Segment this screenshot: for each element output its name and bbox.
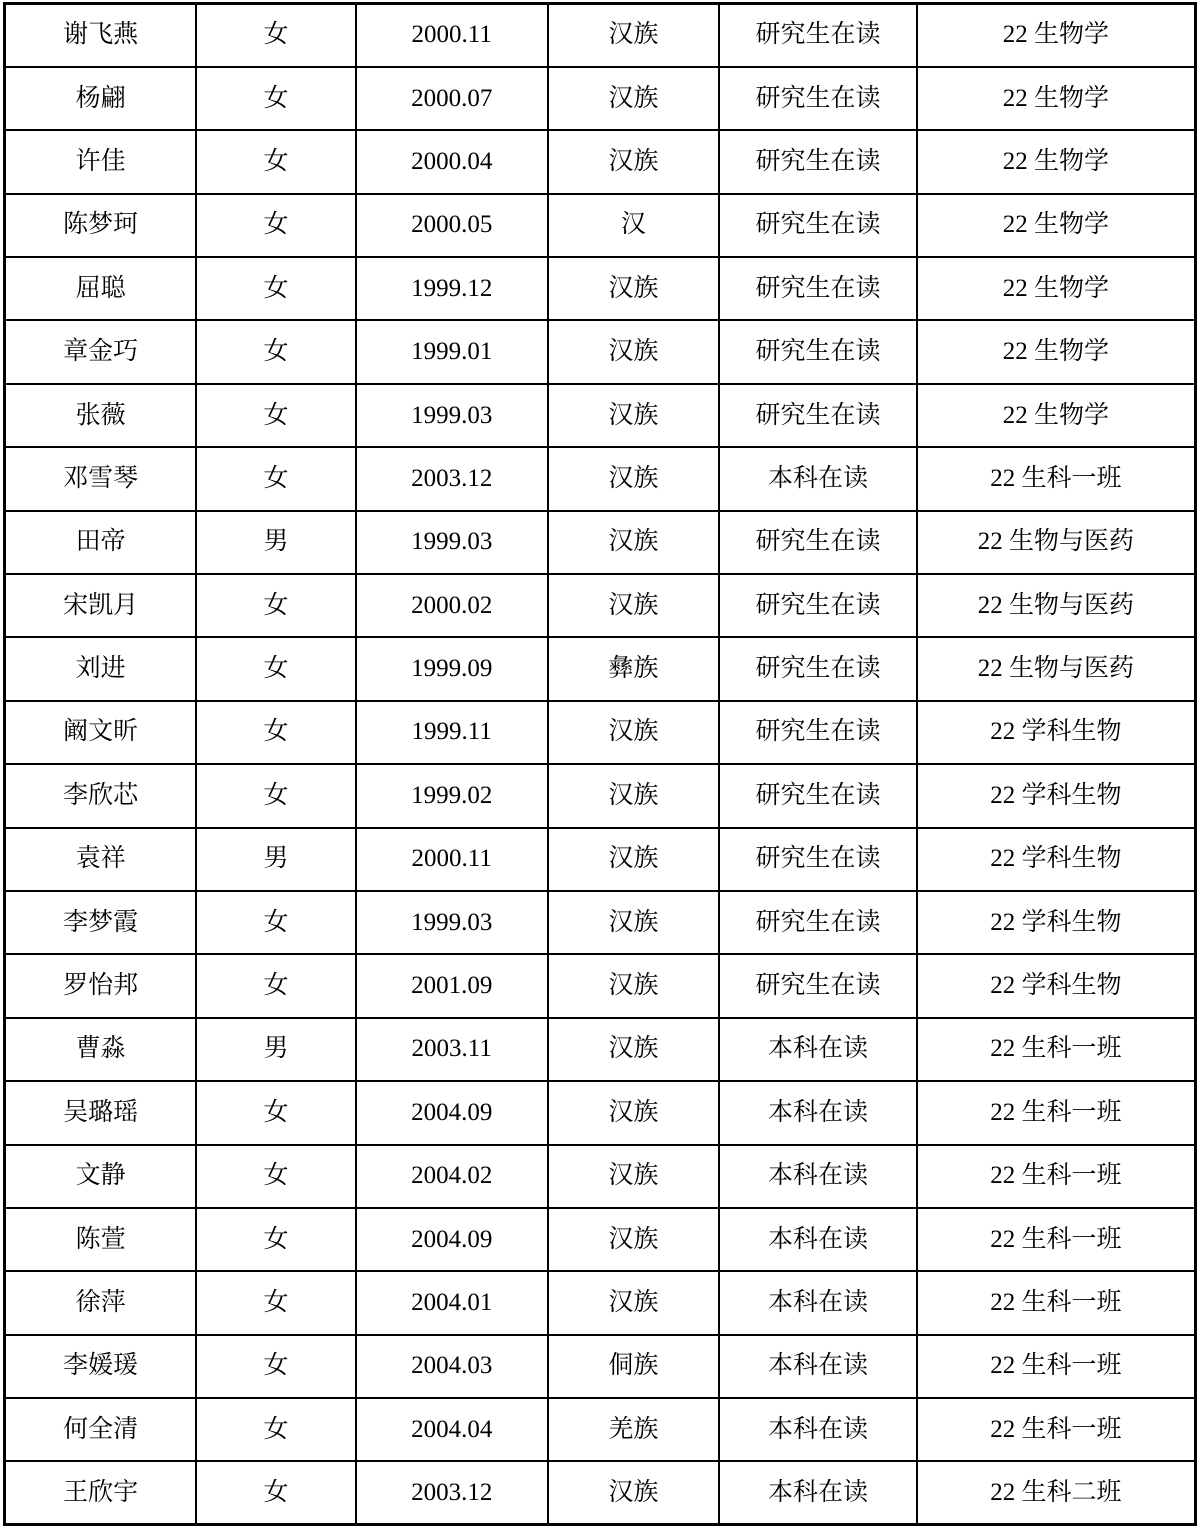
table-row bbox=[5, 384, 1196, 447]
cell-gender: 女 bbox=[196, 1335, 356, 1398]
cell-name: 谢飞燕 bbox=[5, 4, 197, 67]
cell-gender: 女 bbox=[196, 320, 356, 383]
cell-enrollment-status: 本科在读 bbox=[719, 1398, 917, 1461]
cell-name: 罗怡邦 bbox=[5, 954, 197, 1017]
table-row bbox=[5, 1081, 1196, 1144]
cell-ethnicity: 汉族 bbox=[548, 4, 720, 67]
cell-birth-date: 1999.09 bbox=[356, 637, 548, 700]
cell-enrollment-status: 研究生在读 bbox=[719, 257, 917, 320]
cell-ethnicity: 汉族 bbox=[548, 954, 720, 1017]
cell-class: 22 生科一班 bbox=[917, 1081, 1196, 1144]
cell-ethnicity: 汉族 bbox=[548, 1081, 720, 1144]
cell-birth-date: 2004.09 bbox=[356, 1081, 548, 1144]
cell-class: 22 生科一班 bbox=[917, 1145, 1196, 1208]
cell-gender: 女 bbox=[196, 637, 356, 700]
cell-name: 张薇 bbox=[5, 384, 197, 447]
cell-ethnicity: 汉族 bbox=[548, 67, 720, 130]
cell-birth-date: 2004.02 bbox=[356, 1145, 548, 1208]
cell-gender: 女 bbox=[196, 384, 356, 447]
cell-class: 22 生物与医药 bbox=[917, 574, 1196, 637]
cell-name: 曹淼 bbox=[5, 1018, 197, 1081]
table-row bbox=[5, 828, 1196, 891]
cell-ethnicity: 汉族 bbox=[548, 1145, 720, 1208]
cell-birth-date: 1999.12 bbox=[356, 257, 548, 320]
cell-birth-date: 2000.11 bbox=[356, 4, 548, 67]
cell-enrollment-status: 研究生在读 bbox=[719, 574, 917, 637]
cell-birth-date: 2003.11 bbox=[356, 1018, 548, 1081]
cell-birth-date: 2004.04 bbox=[356, 1398, 548, 1461]
cell-ethnicity: 汉族 bbox=[548, 764, 720, 827]
cell-class: 22 生科一班 bbox=[917, 1208, 1196, 1271]
cell-enrollment-status: 研究生在读 bbox=[719, 194, 917, 257]
cell-ethnicity: 汉族 bbox=[548, 447, 720, 510]
cell-ethnicity: 汉族 bbox=[548, 1461, 720, 1524]
cell-birth-date: 1999.03 bbox=[356, 511, 548, 574]
cell-gender: 女 bbox=[196, 764, 356, 827]
cell-enrollment-status: 研究生在读 bbox=[719, 891, 917, 954]
cell-class: 22 生物学 bbox=[917, 257, 1196, 320]
cell-birth-date: 2000.07 bbox=[356, 67, 548, 130]
cell-class: 22 学科生物 bbox=[917, 764, 1196, 827]
cell-birth-date: 1999.01 bbox=[356, 320, 548, 383]
cell-birth-date: 1999.03 bbox=[356, 891, 548, 954]
cell-enrollment-status: 研究生在读 bbox=[719, 67, 917, 130]
cell-gender: 女 bbox=[196, 67, 356, 130]
cell-birth-date: 2000.02 bbox=[356, 574, 548, 637]
table-row bbox=[5, 511, 1196, 574]
table-row bbox=[5, 764, 1196, 827]
cell-enrollment-status: 研究生在读 bbox=[719, 384, 917, 447]
cell-enrollment-status: 本科在读 bbox=[719, 1018, 917, 1081]
cell-class: 22 生物与医药 bbox=[917, 511, 1196, 574]
cell-name: 陈萱 bbox=[5, 1208, 197, 1271]
cell-gender: 男 bbox=[196, 511, 356, 574]
table-row bbox=[5, 891, 1196, 954]
cell-name: 文静 bbox=[5, 1145, 197, 1208]
cell-enrollment-status: 本科在读 bbox=[719, 1335, 917, 1398]
cell-gender: 女 bbox=[196, 1461, 356, 1524]
cell-gender: 女 bbox=[196, 1398, 356, 1461]
cell-enrollment-status: 本科在读 bbox=[719, 1208, 917, 1271]
cell-class: 22 生科一班 bbox=[917, 447, 1196, 510]
table-row bbox=[5, 574, 1196, 637]
cell-ethnicity: 汉族 bbox=[548, 130, 720, 193]
cell-name: 李欣芯 bbox=[5, 764, 197, 827]
cell-gender: 女 bbox=[196, 1145, 356, 1208]
student-roster-table bbox=[3, 2, 1197, 1526]
cell-name: 田帝 bbox=[5, 511, 197, 574]
cell-gender: 女 bbox=[196, 891, 356, 954]
cell-enrollment-status: 研究生在读 bbox=[719, 637, 917, 700]
cell-enrollment-status: 研究生在读 bbox=[719, 954, 917, 1017]
cell-class: 22 生科一班 bbox=[917, 1018, 1196, 1081]
cell-ethnicity: 彝族 bbox=[548, 637, 720, 700]
cell-enrollment-status: 研究生在读 bbox=[719, 764, 917, 827]
cell-class: 22 生科一班 bbox=[917, 1398, 1196, 1461]
cell-birth-date: 1999.11 bbox=[356, 701, 548, 764]
table-row bbox=[5, 257, 1196, 320]
cell-name: 李媛瑗 bbox=[5, 1335, 197, 1398]
cell-birth-date: 2000.05 bbox=[356, 194, 548, 257]
cell-name: 陈梦珂 bbox=[5, 194, 197, 257]
cell-ethnicity: 侗族 bbox=[548, 1335, 720, 1398]
cell-ethnicity: 汉族 bbox=[548, 320, 720, 383]
cell-enrollment-status: 本科在读 bbox=[719, 1145, 917, 1208]
cell-birth-date: 2004.09 bbox=[356, 1208, 548, 1271]
cell-name: 宋凯月 bbox=[5, 574, 197, 637]
table-row bbox=[5, 320, 1196, 383]
cell-gender: 女 bbox=[196, 574, 356, 637]
cell-name: 李梦霞 bbox=[5, 891, 197, 954]
table-row bbox=[5, 67, 1196, 130]
cell-class: 22 生物与医药 bbox=[917, 637, 1196, 700]
cell-birth-date: 2001.09 bbox=[356, 954, 548, 1017]
table-row bbox=[5, 447, 1196, 510]
cell-birth-date: 2004.03 bbox=[356, 1335, 548, 1398]
cell-enrollment-status: 研究生在读 bbox=[719, 320, 917, 383]
cell-ethnicity: 汉族 bbox=[548, 384, 720, 447]
table-row bbox=[5, 130, 1196, 193]
table-row bbox=[5, 637, 1196, 700]
cell-gender: 女 bbox=[196, 194, 356, 257]
cell-enrollment-status: 研究生在读 bbox=[719, 701, 917, 764]
cell-name: 徐萍 bbox=[5, 1271, 197, 1334]
cell-ethnicity: 汉族 bbox=[548, 1018, 720, 1081]
cell-gender: 女 bbox=[196, 130, 356, 193]
table-row bbox=[5, 1018, 1196, 1081]
cell-name: 屈聪 bbox=[5, 257, 197, 320]
cell-ethnicity: 汉族 bbox=[548, 1208, 720, 1271]
cell-name: 杨翩 bbox=[5, 67, 197, 130]
cell-gender: 女 bbox=[196, 954, 356, 1017]
cell-ethnicity: 汉 bbox=[548, 194, 720, 257]
cell-enrollment-status: 研究生在读 bbox=[719, 828, 917, 891]
cell-ethnicity: 汉族 bbox=[548, 891, 720, 954]
cell-birth-date: 2003.12 bbox=[356, 447, 548, 510]
cell-birth-date: 2004.01 bbox=[356, 1271, 548, 1334]
cell-gender: 女 bbox=[196, 4, 356, 67]
table-row bbox=[5, 4, 1196, 67]
cell-class: 22 生物学 bbox=[917, 130, 1196, 193]
cell-gender: 女 bbox=[196, 257, 356, 320]
cell-class: 22 生物学 bbox=[917, 194, 1196, 257]
cell-enrollment-status: 本科在读 bbox=[719, 1461, 917, 1524]
cell-class: 22 学科生物 bbox=[917, 701, 1196, 764]
cell-ethnicity: 汉族 bbox=[548, 511, 720, 574]
table-row bbox=[5, 1461, 1196, 1524]
cell-birth-date: 1999.03 bbox=[356, 384, 548, 447]
cell-name: 吴璐瑶 bbox=[5, 1081, 197, 1144]
cell-ethnicity: 汉族 bbox=[548, 828, 720, 891]
student-roster-body bbox=[5, 4, 1196, 1525]
cell-gender: 女 bbox=[196, 1081, 356, 1144]
cell-gender: 女 bbox=[196, 701, 356, 764]
cell-class: 22 生科二班 bbox=[917, 1461, 1196, 1524]
cell-birth-date: 2000.11 bbox=[356, 828, 548, 891]
cell-name: 许佳 bbox=[5, 130, 197, 193]
cell-ethnicity: 羌族 bbox=[548, 1398, 720, 1461]
cell-name: 章金巧 bbox=[5, 320, 197, 383]
cell-class: 22 学科生物 bbox=[917, 891, 1196, 954]
table-row bbox=[5, 194, 1196, 257]
cell-enrollment-status: 本科在读 bbox=[719, 1081, 917, 1144]
cell-enrollment-status: 研究生在读 bbox=[719, 511, 917, 574]
table-row bbox=[5, 1271, 1196, 1334]
cell-name: 袁祥 bbox=[5, 828, 197, 891]
cell-gender: 女 bbox=[196, 1208, 356, 1271]
cell-enrollment-status: 本科在读 bbox=[719, 1271, 917, 1334]
cell-class: 22 学科生物 bbox=[917, 954, 1196, 1017]
cell-name: 刘进 bbox=[5, 637, 197, 700]
cell-gender: 男 bbox=[196, 1018, 356, 1081]
table-row bbox=[5, 701, 1196, 764]
cell-name: 阚文昕 bbox=[5, 701, 197, 764]
table-row bbox=[5, 1208, 1196, 1271]
cell-gender: 女 bbox=[196, 447, 356, 510]
cell-ethnicity: 汉族 bbox=[548, 1271, 720, 1334]
cell-birth-date: 2000.04 bbox=[356, 130, 548, 193]
cell-enrollment-status: 本科在读 bbox=[719, 447, 917, 510]
cell-class: 22 学科生物 bbox=[917, 828, 1196, 891]
cell-gender: 女 bbox=[196, 1271, 356, 1334]
cell-class: 22 生科一班 bbox=[917, 1271, 1196, 1334]
cell-class: 22 生科一班 bbox=[917, 1335, 1196, 1398]
cell-gender: 男 bbox=[196, 828, 356, 891]
cell-class: 22 生物学 bbox=[917, 384, 1196, 447]
cell-class: 22 生物学 bbox=[917, 4, 1196, 67]
cell-name: 邓雪琴 bbox=[5, 447, 197, 510]
table-row bbox=[5, 1398, 1196, 1461]
cell-ethnicity: 汉族 bbox=[548, 257, 720, 320]
table-row bbox=[5, 954, 1196, 1017]
cell-name: 何全清 bbox=[5, 1398, 197, 1461]
table-row bbox=[5, 1145, 1196, 1208]
cell-enrollment-status: 研究生在读 bbox=[719, 4, 917, 67]
cell-class: 22 生物学 bbox=[917, 67, 1196, 130]
table-row bbox=[5, 1335, 1196, 1398]
cell-birth-date: 2003.12 bbox=[356, 1461, 548, 1524]
cell-birth-date: 1999.02 bbox=[356, 764, 548, 827]
cell-ethnicity: 汉族 bbox=[548, 574, 720, 637]
cell-name: 王欣宇 bbox=[5, 1461, 197, 1524]
cell-class: 22 生物学 bbox=[917, 320, 1196, 383]
cell-ethnicity: 汉族 bbox=[548, 701, 720, 764]
cell-enrollment-status: 研究生在读 bbox=[719, 130, 917, 193]
